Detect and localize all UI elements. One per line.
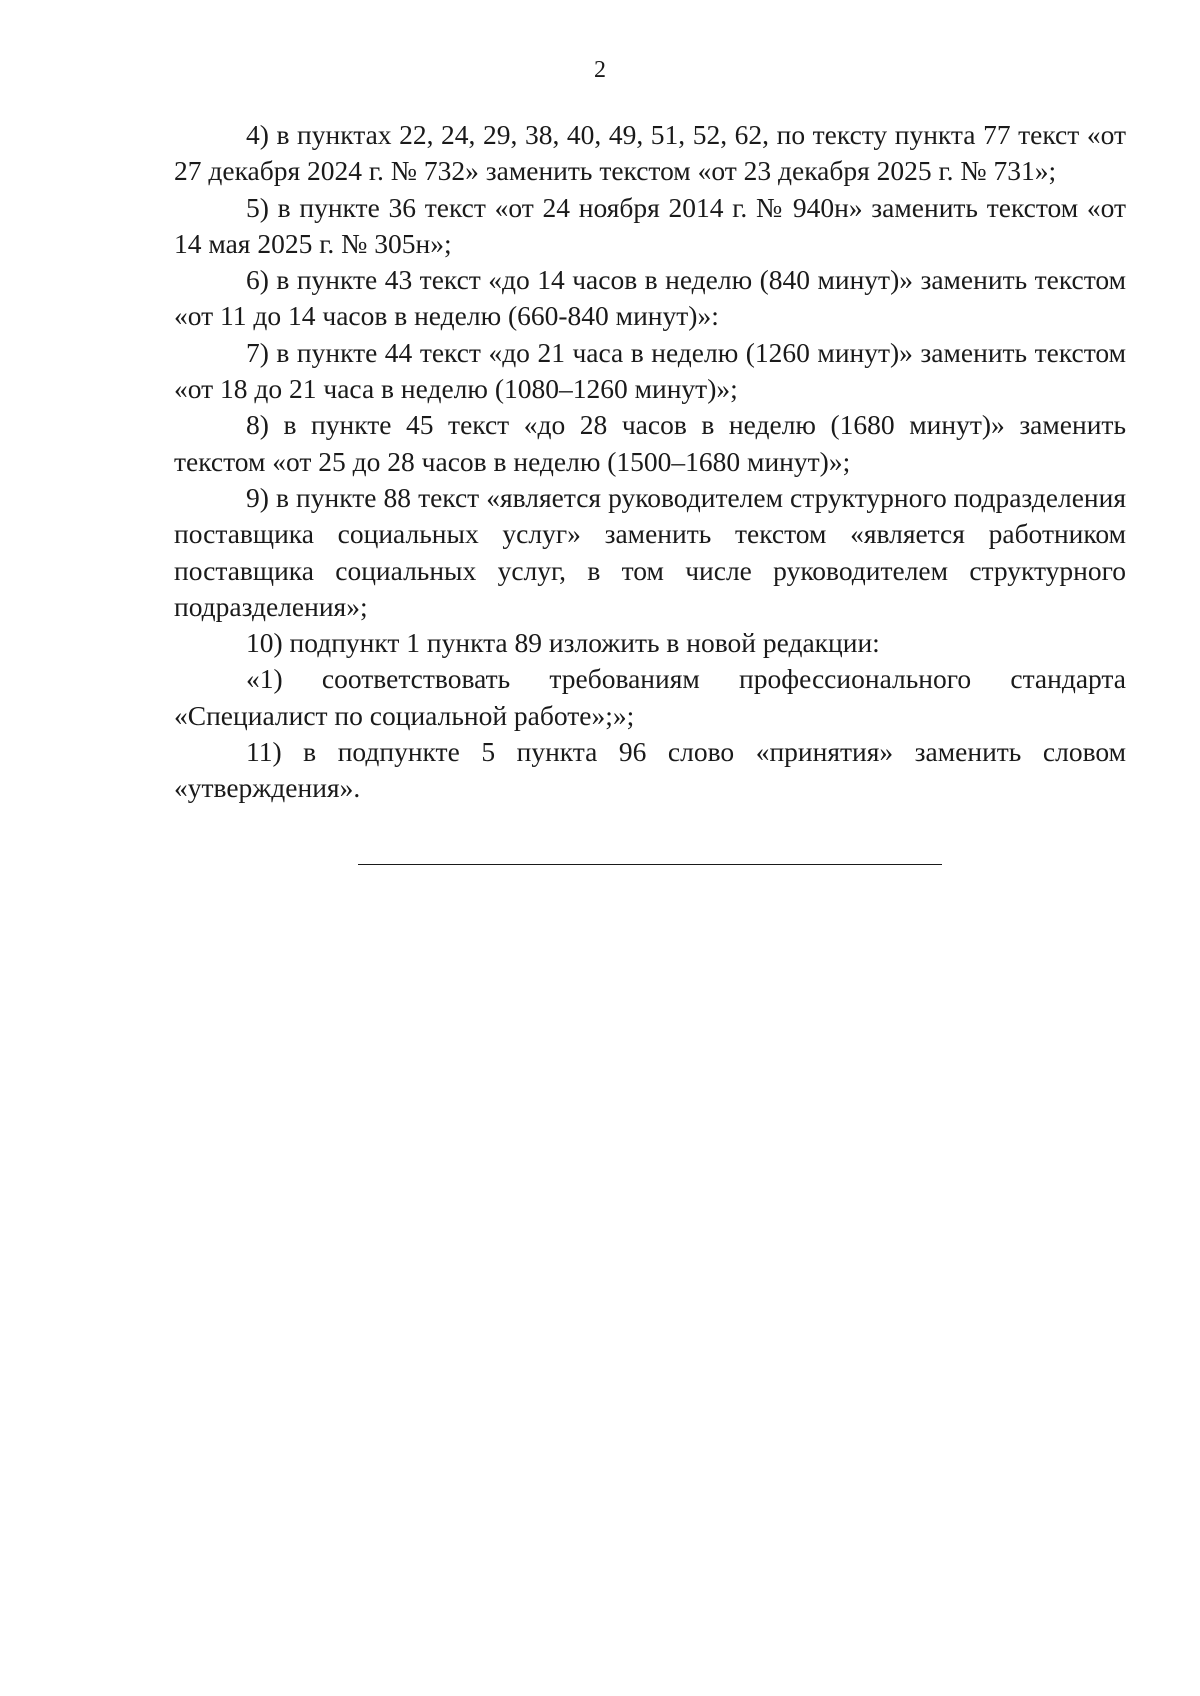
paragraph-item-11: 11) в подпункте 5 пункта 96 слово «принятия» заменить словом «утверждения». — [174, 736, 1126, 804]
paragraph-item-9: 9) в пункте 88 текст «является руководителем структурного подразделения поставщика социальных услуг» заменить текстом «является работником поставщика социальных услуг, в том числе руководителем структурного подразделения»; — [174, 481, 1126, 622]
end-of-text-rule — [358, 864, 942, 865]
paragraph-item-8: 8) в пункте 45 текст «до 28 часов в неделю (1680 минут)» заменить текстом «от 25 до 28 часов в неделю (1500–1680 минут)»; — [174, 409, 1126, 477]
paragraph-item-5: 5) в пункте 36 текст «от 24 ноября 2014 г. № 940н» заменить текстом «от 14 мая 2025 г. № 305н»; — [174, 191, 1126, 259]
paragraph-item-7: 7) в пункте 44 текст «до 21 часа в неделю (1260 минут)» заменить текстом «от 18 до 21 часа в неделю (1080–1260 минут)»; — [174, 336, 1126, 405]
paragraph-quoted-subitem-1: «1) соответствовать требованиям профессионального стандарта «Специалист по социальной работе»;»; — [174, 663, 1126, 731]
paragraph-item-10: 10) подпункт 1 пункта 89 изложить в новой редакции: — [246, 627, 880, 659]
paragraph-item-6: 6) в пункте 43 текст «до 14 часов в неделю (840 минут)» заменить текстом «от 11 до 14 часов в неделю (660-840 минут)»: — [174, 264, 1126, 332]
document-body — [174, 117, 1126, 807]
page-number: 2 — [594, 57, 606, 83]
paragraph-item-4: 4) в пунктах 22, 24, 29, 38, 40, 49, 51, 52, 62, по тексту пункта 77 текст «от 27 декабря 2024 г. № 732» заменить текстом «от 23 декабря 2025 г. № 731»; — [174, 119, 1126, 187]
